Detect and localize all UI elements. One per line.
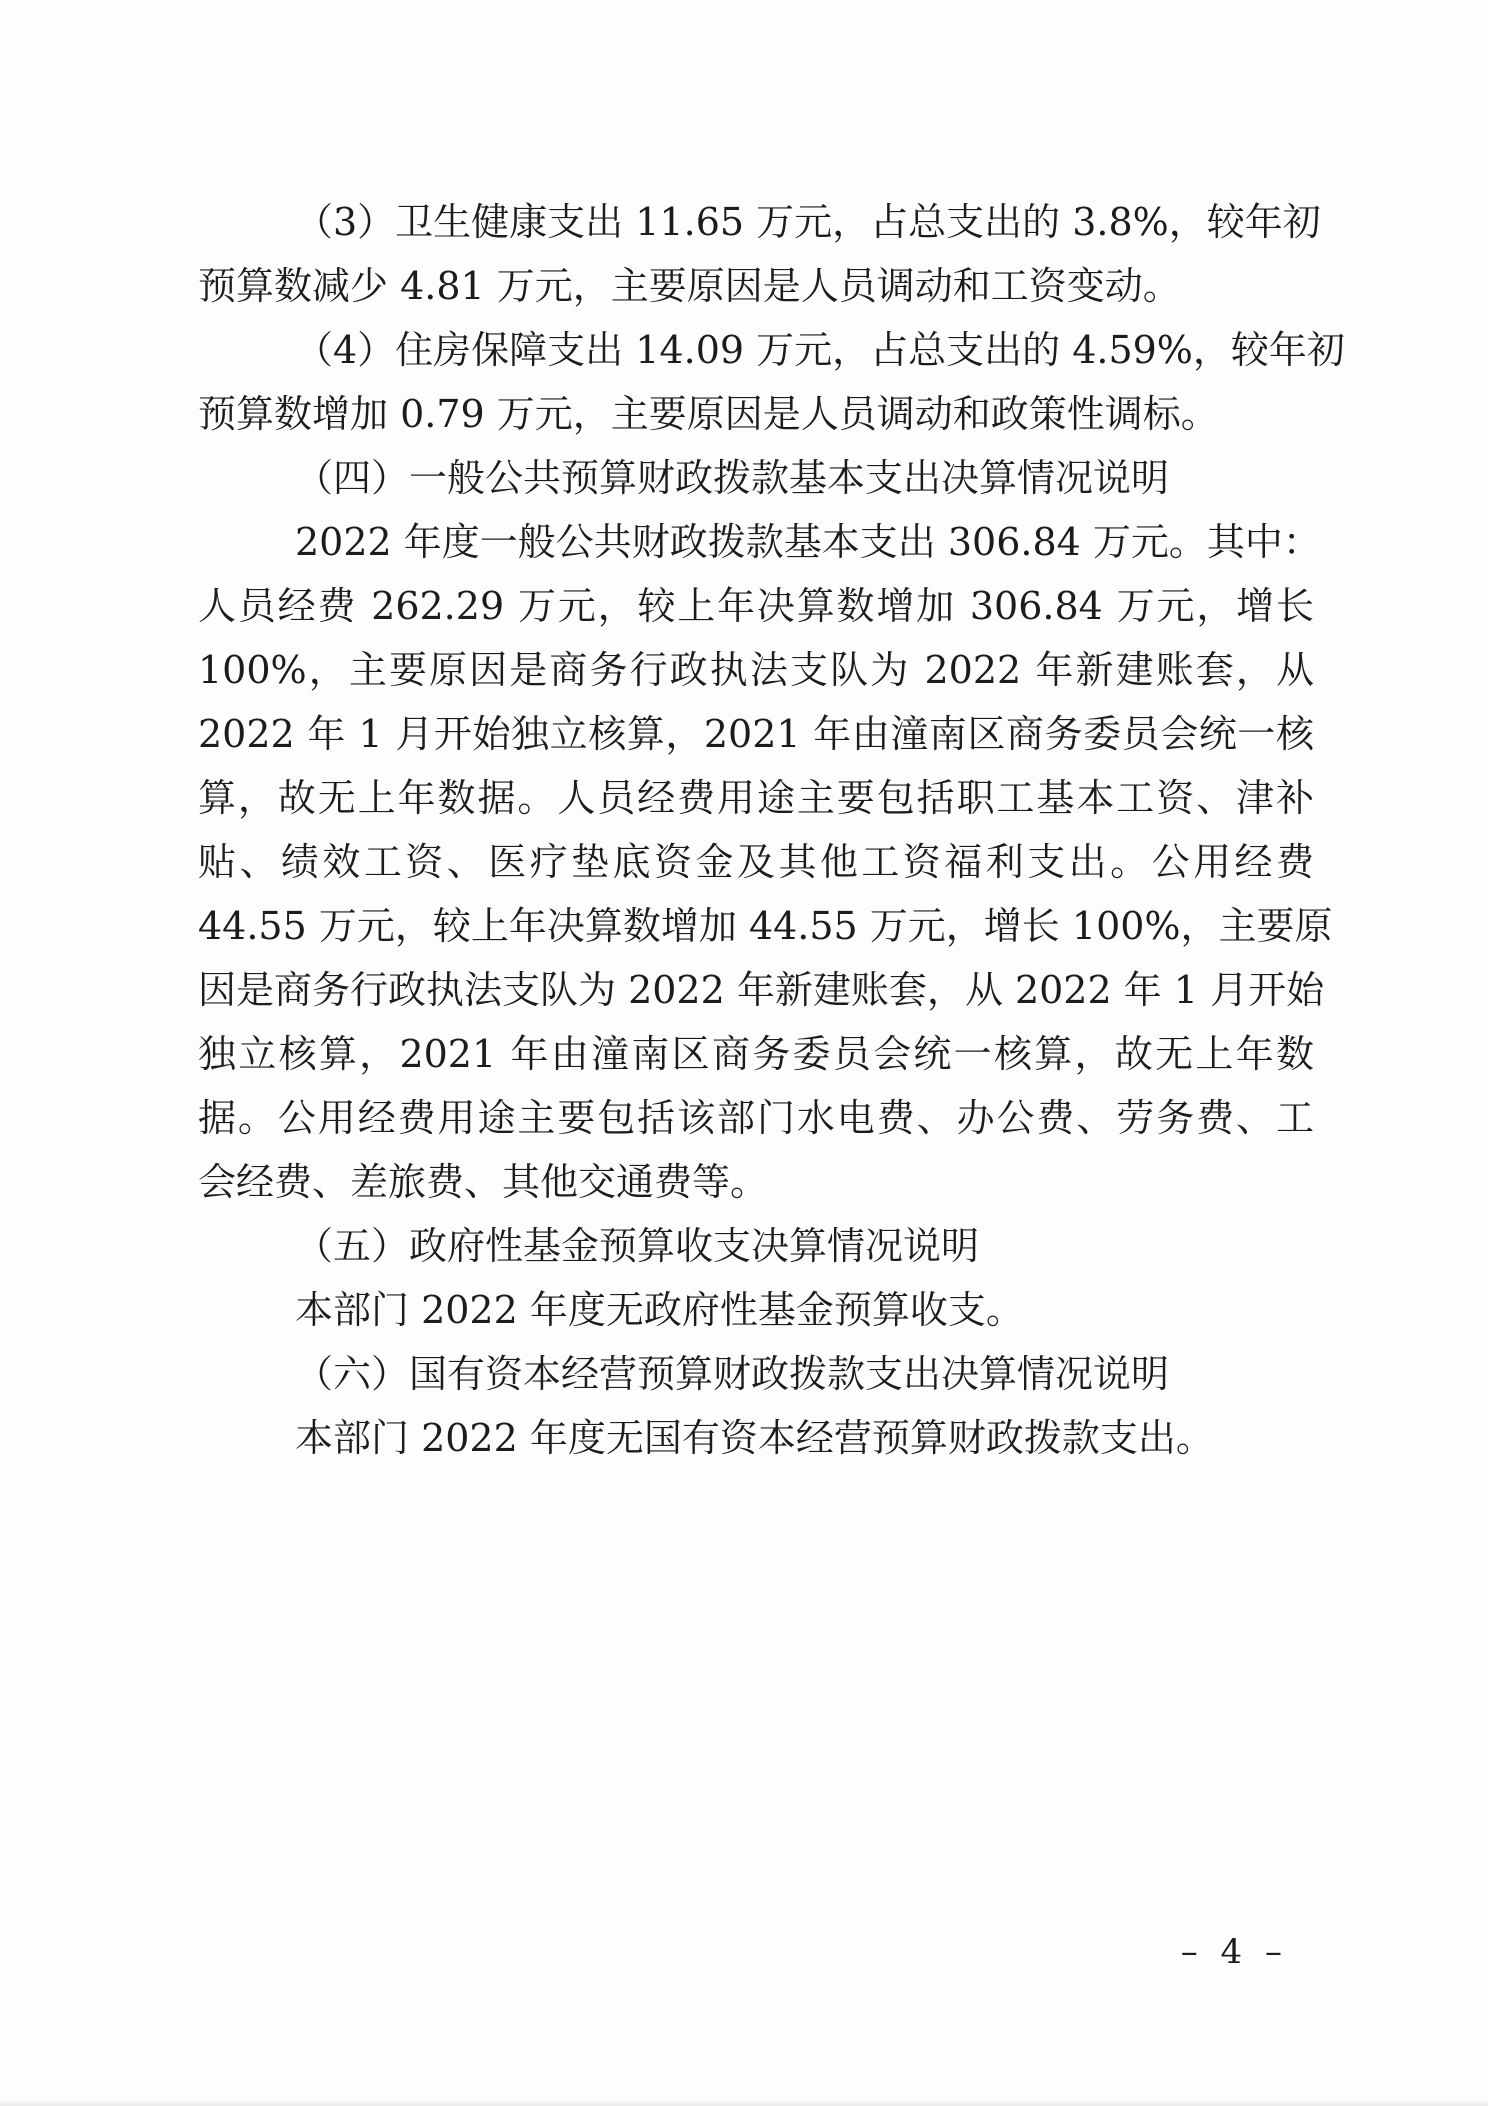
paragraph-line: （3）卫生健康支出 11.65 万元，占总支出的 3.8%，较年初 — [295, 200, 1321, 244]
paragraph-line: 2022 年 1 月开始独立核算，2021 年由潼南区商务委员会统一核 — [198, 712, 1314, 756]
section-heading: （五）政府性基金预算收支决算情况说明 — [295, 1224, 980, 1268]
paragraph-line: 本部门 2022 年度无国有资本经营预算财政拨款支出。 — [295, 1416, 1214, 1460]
paragraph-line: 预算数减少 4.81 万元，主要原因是人员调动和工资变动。 — [198, 264, 1181, 308]
paragraph-line: 100%，主要原因是商务行政执法支队为 2022 年新建账套，从 — [198, 648, 1314, 692]
scan-edge — [0, 2098, 1488, 2106]
page-number: – 4 – — [1180, 1932, 1288, 1972]
paragraph-line: 44.55 万元，较上年决算数增加 44.55 万元，增长 100%，主要原 — [198, 904, 1333, 948]
paragraph-line: 预算数增加 0.79 万元，主要原因是人员调动和政策性调标。 — [198, 392, 1219, 436]
paragraph-line: 独立核算，2021 年由潼南区商务委员会统一核算，故无上年数 — [198, 1032, 1314, 1076]
paragraph-line: 因是商务行政执法支队为 2022 年新建账套，从 2022 年 1 月开始 — [198, 968, 1325, 1012]
paragraph-line: 算，故无上年数据。人员经费用途主要包括职工基本工资、津补 — [198, 776, 1314, 820]
section-heading: （四）一般公共预算财政拨款基本支出决算情况说明 — [295, 456, 1170, 500]
paragraph-line: 据。公用经费用途主要包括该部门水电费、办公费、劳务费、工 — [198, 1096, 1314, 1140]
paragraph-line: 贴、绩效工资、医疗垫底资金及其他工资福利支出。公用经费 — [198, 840, 1314, 884]
paragraph-line: 2022 年度一般公共财政拨款基本支出 306.84 万元。其中： — [295, 520, 1321, 564]
paragraph-line: 人员经费 262.29 万元，较上年决算数增加 306.84 万元，增长 — [198, 584, 1314, 628]
paragraph-line: 本部门 2022 年度无政府性基金预算收支。 — [295, 1288, 1024, 1332]
paragraph-line: 会经费、差旅费、其他交通费等。 — [198, 1160, 769, 1204]
paragraph-line: （4）住房保障支出 14.09 万元，占总支出的 4.59%，较年初 — [295, 328, 1345, 372]
section-heading: （六）国有资本经营预算财政拨款支出决算情况说明 — [295, 1352, 1170, 1396]
